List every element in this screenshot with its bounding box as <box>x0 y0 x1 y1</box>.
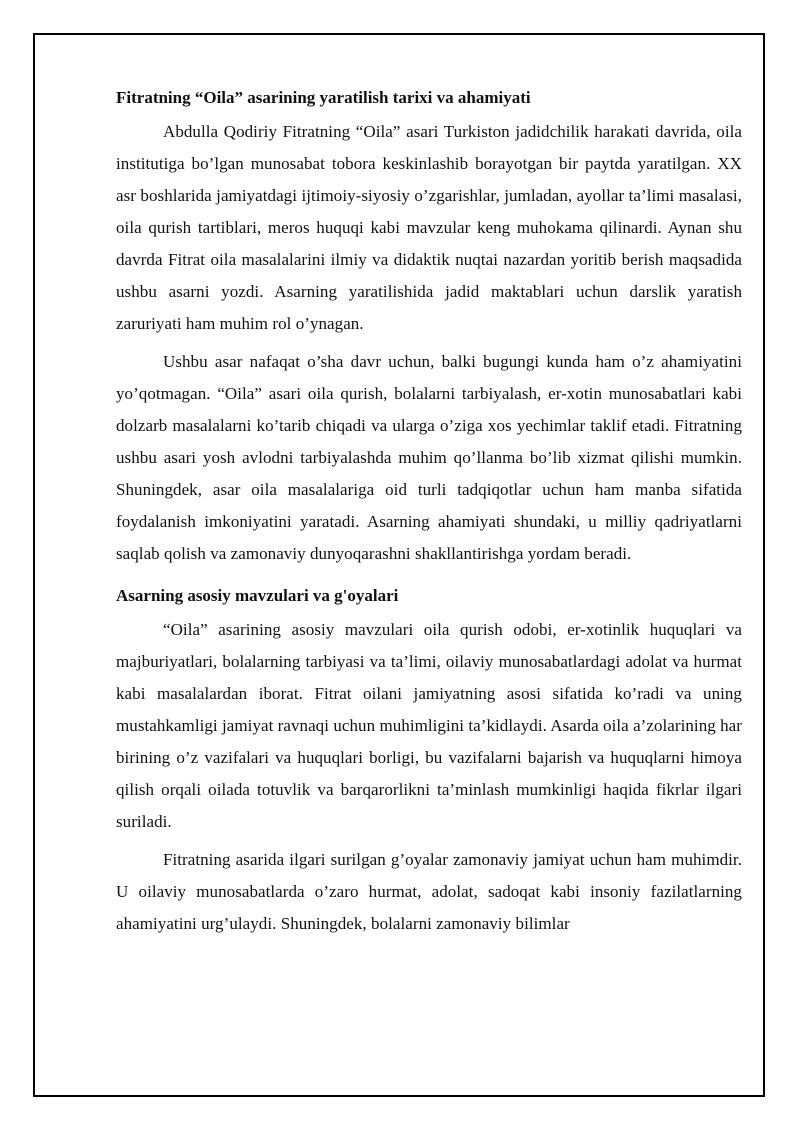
section-heading: Fitratning “Oila” asarining yaratilish tarixi va ahamiyati <box>116 88 531 107</box>
paragraph: Abdulla Qodiriy Fitratning “Oila” asari Turkiston jadidchilik harakati davrida, oila institutiga bo’lgan munosabat tobora keskinlashib borayotgan bir paytda yaratilgan. XX asr boshlarida jamiyatdagi ijtimoiy-siyosiy o’zgarishlar, jumladan, ayollar ta’limi masalasi, oila qurish tartiblari, meros huquqi kabi mavzular keng muhokama qilinardi. Aynan shu davrda Fitrat oila masalalarini ilmiy va didaktik nuqtai nazardan yoritib berish maqsadida ushbu asarni yozdi. Asarning yaratilishida jadid maktablari uchun darslik yaratish zaruriyati ham muhim rol o’ynagan. <box>116 122 742 333</box>
paragraph: Fitratning asarida ilgari surilgan g’oyalar zamonaviy jamiyat uchun ham muhimdir. U oilaviy munosabatlarda o’zaro hurmat, adolat, sadoqat kabi insoniy fazilatlarning ahamiyatini urg’ulaydi. Shuningdek, bolalarni zamonaviy bilimlar <box>116 850 742 933</box>
paragraph: Ushbu asar nafaqat o’sha davr uchun, balki bugungi kunda ham o’z ahamiyatini yo’qotmagan. “Oila” asari oila qurish, bolalarni tarbiyalash, er-xotin munosabatlari kabi dolzarb masalalarni ko’tarib chiqadi va ularga o’ziga xos yechimlar taklif etadi. Fitratning ushbu asari yosh avlodni tarbiyalashda muhim qo’llanma bo’lib xizmat qilishi mumkin. Shuningdek, asar oila masalalariga oid turli tadqiqotlar uchun ham manba sifatida foydalanish imkoniyatini yaratadi. Asarning ahamiyati shundaki, u milliy qadriyatlarni saqlab qolish va zamonaviy dunyoqarashni shakllantirishga yordam beradi. <box>116 352 742 563</box>
paragraph: “Oila” asarining asosiy mavzulari oila qurish odobi, er-xotinlik huquqlari va majburiyatlari, bolalarning tarbiyasi va ta’limi, oilaviy munosabatlardagi adolat va hurmat kabi masalalardan iborat. Fitrat oilani jamiyatning asosi sifatida ko’radi va uning mustahkamligi jamiyat ravnaqi uchun muhimligini ta’kidlaydi. Asarda oila a’zolarining har birining o’z vazifalari va huquqlari borligi, bu vazifalarni bajarish va huquqlarni himoya qilish orqali oilada totuvlik va barqarorlikni ta’minlash mumkinligi haqida fikrlar ilgari suriladi. <box>116 620 742 831</box>
document-body <box>116 86 742 946</box>
section-heading: Asarning asosiy mavzulari va g'oyalari <box>116 586 399 605</box>
